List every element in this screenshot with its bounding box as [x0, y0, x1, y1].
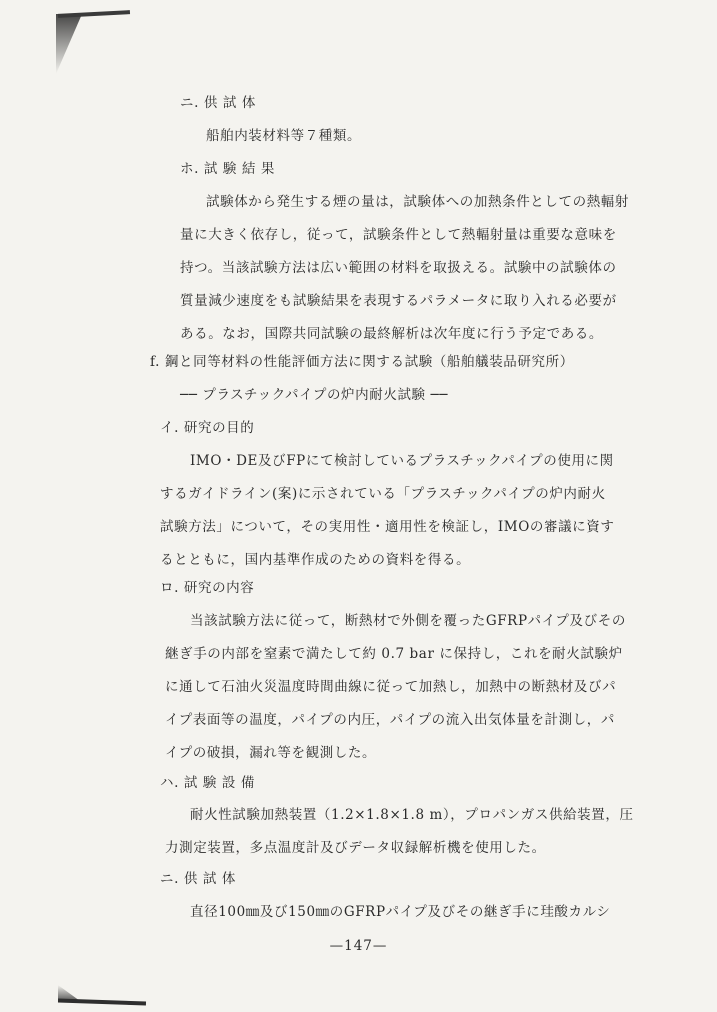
scan-edge-mark-bottom: [58, 998, 146, 1005]
paragraph-line: 耐火性試験加熱装置（1.2×1.8×1.8 m），プロパンガス供給装置，圧: [190, 807, 634, 823]
paragraph-line: 継ぎ手の内部を窒素で満たして約 0.7 bar に保持し，これを耐火試験炉: [165, 646, 623, 662]
paragraph-line: 直径100㎜及び150㎜のGFRPパイプ及びその継ぎ手に珪酸カルシ: [190, 904, 611, 920]
section-ni-body: 船舶内装材料等７種類。: [206, 128, 362, 144]
paragraph-line: 量に大きく依存し，従って，試験条件として熱輻射量は重要な意味を: [180, 227, 617, 243]
page-number: —147—: [329, 938, 388, 954]
paragraph-line: ある。なお，国際共同試験の最終解析は次年度に行う予定である。: [180, 326, 603, 342]
section-i-heading: イ. 研究の目的: [160, 420, 255, 436]
paragraph-line: に通して石油火災温度時間曲線に従って加熱し，加熱中の断熱材及びパ: [165, 679, 617, 695]
section-f-heading: f. 鋼と同等材料の性能評価方法に関する試験（船舶艤装品研究所）: [150, 354, 574, 370]
section-ni-heading: ニ. 供 試 体: [180, 95, 256, 111]
section-f-subtitle: ── プラスチックパイプの炉内耐火試験 ──: [180, 387, 448, 403]
paragraph-line: イプ表面等の温度，パイプの内圧，パイプの流入出気体量を計測し，パ: [165, 712, 615, 728]
scan-edge-mark-top: [58, 10, 130, 18]
paragraph-line: 試験体から発生する煙の量は，試験体への加熱条件としての熱輻射: [206, 194, 629, 210]
paragraph-line: 質量減少速度をも試験結果を表現するパラメータに取り入れる必要が: [180, 293, 617, 309]
section-ro-heading: ロ. 研究の内容: [160, 580, 255, 596]
section-ho-heading: ホ. 試 験 結 果: [180, 161, 275, 177]
paragraph-line: IMO・DE及びFPにて検討しているプラスチックパイプの使用に関: [190, 453, 614, 469]
paragraph-line: 力測定装置，多点温度計及びデータ収録解析機を使用した。: [165, 840, 546, 856]
section-ni-2-heading: ニ. 供 試 体: [160, 871, 236, 887]
section-ha-heading: ハ. 試 験 設 備: [160, 775, 255, 791]
paragraph-line: イプの破損，漏れ等を観測した。: [165, 745, 377, 761]
paragraph-line: 持つ。当該試験方法は広い範囲の材料を取扱える。試験中の試験体の: [180, 260, 617, 276]
paragraph-line: るとともに，国内基準作成のための資料を得る。: [160, 552, 471, 568]
paragraph-line: 試験方法」について，その実用性・適用性を検証し，IMOの審議に資す: [160, 519, 615, 535]
paragraph-line: するガイドライン(案)に示されている「プラスチックパイプの炉内耐火: [160, 486, 606, 502]
scan-edge-shadow-top: [56, 14, 82, 74]
paragraph-line: 当該試験方法に従って，断熱材で外側を覆ったGFRPパイプ及びその: [190, 613, 626, 629]
